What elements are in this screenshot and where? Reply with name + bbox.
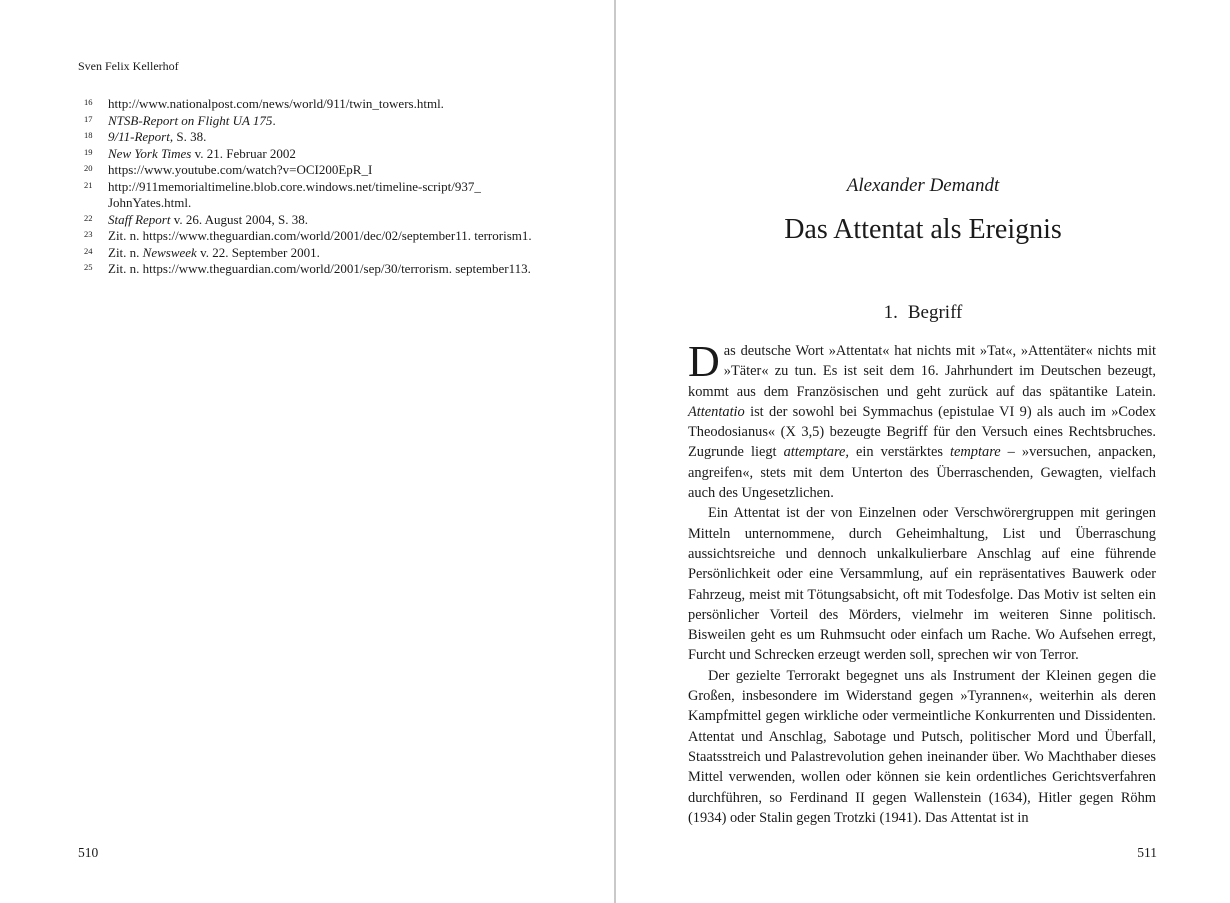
footnote <box>84 228 554 245</box>
body-paragraph <box>688 337 1156 503</box>
footnote <box>84 162 554 179</box>
footnote-italic: NTSB-Report on Flight UA 175 <box>108 112 273 128</box>
footnote-number: 19 <box>84 146 93 157</box>
footnote <box>84 129 554 146</box>
footnote-italic: Staff Report <box>108 211 171 227</box>
italic-term: attemptare, <box>783 444 850 461</box>
text-run: – »versuchen, anpacken, angreifen«, stets mit dem Unterton des Überraschenden, Gewagten, vielfach auch des Ungesetzlichen. <box>688 444 1156 502</box>
footnote-text: https://www.youtube.com/watch?v=OCI200EpR_I <box>108 162 373 177</box>
footnote <box>84 146 554 163</box>
italic-term: Attentatio <box>688 403 745 420</box>
footnote-text: v. 21. Februar 2002 <box>191 145 296 161</box>
footnote-text: v. 26. August 2004, S. 38. <box>170 211 308 227</box>
footnote-number: 24 <box>84 245 93 256</box>
chapter-author: Alexander Demandt <box>846 175 1000 196</box>
drop-cap: D <box>688 337 720 386</box>
left-page <box>0 0 614 903</box>
footnote-text: http://911memorialtimeline.blob.core.windows.net/timeline-script/937_ JohnYates.html. <box>108 178 481 210</box>
footnote-italic: New York Times <box>108 145 192 161</box>
footnote <box>84 212 554 229</box>
text-run: Ein Attentat ist der von Einzelnen oder Verschwörergruppen mit geringen Mitteln unternommene, durch Geheimhaltung, List und Überraschung aussichtsreiche und dennoch unkalkulierbare Anschlag auf eine führende Persönlichkeit oder eine Versammlung, auf ein repräsentatives Bauwerk oder Fahrzeug, meist mit Tötungsabsicht, oft mit Todesfolge. Das Motiv ist selten ein persönlicher Vorteil des Mörders, vielmehr im weiteren Sinne politisch. Bisweilen geht es um Ruhmsucht oder einfach um Rache. Wo Aufsehen erregt, Furcht und Schrecken erzeugt werden soll, sprechen wir von Terror. <box>688 505 1156 664</box>
footnote-list <box>84 96 554 278</box>
right-page <box>616 0 1230 903</box>
chapter-title: Das Attentat als Ereignis <box>784 214 1062 245</box>
body-paragraph <box>688 666 1156 828</box>
footnote <box>84 96 554 113</box>
running-head: Sven Felix Kellerhof <box>78 59 179 73</box>
italic-term: temptare <box>950 444 1001 461</box>
text-run: Der gezielte Terrorakt begegnet uns als Instrument der Kleinen gegen die Großen, insbesondere im Widerstand gegen »Tyrannen«, weiterhin als deren Kampfmittel gegen wirkliche oder vermeintliche Konkurrenten und Dissidenten. Attentat und Anschlag, Sabotage und Putsch, politischer Mord und Überfall, Staatsstreich und Palastrevolution gehen ineinander über. Wo Machthaber dieses Mittel verwenden, wollen oder können sie kein ordentliches Gerichtsverfahren durchführen, so Ferdinand II gegen Wallenstein (1634), Hitler gegen Röhm (1934) oder Stalin gegen Trotzki (1941). Das Attentat ist in <box>688 667 1156 826</box>
footnote <box>84 113 554 130</box>
footnote-number: 23 <box>84 229 93 239</box>
section-heading <box>616 302 1230 324</box>
footnote-italic: Newsweek <box>142 244 197 260</box>
text-run: ein verstärktes <box>849 444 951 461</box>
footnote-italic: 9/11-Report, <box>108 129 174 144</box>
footnote-number: 18 <box>84 130 93 140</box>
text-run: as deutsche Wort »Attentat« hat nichts mit »Tat«, »Attentäter« nichts mit »Täter« zu tun. Es ist seit dem 16. Jahrhundert im Deutschen bezeugt, kommt aus dem Französischen und geht zurück auf das spätantike Latein. <box>688 343 1156 400</box>
body-paragraph <box>688 503 1156 665</box>
footnote-text: S. 38. <box>173 129 207 144</box>
footnote-number: 20 <box>84 163 93 173</box>
footnote-text: . <box>272 112 276 128</box>
footnote-text: Zit. n. https://www.theguardian.com/world/2001/sep/30/terrorism. september113. <box>108 261 531 276</box>
footnote-text: Zit. n. https://www.theguardian.com/world/2001/dec/02/september11. terrorism1. <box>108 228 532 243</box>
footnote-number: 17 <box>84 113 93 124</box>
footnote-number: 21 <box>84 179 93 190</box>
section-number: 1. <box>883 302 898 323</box>
text-run: ist der sowohl bei Symmachus (epistulae VI 9) als auch im »Codex Theodosianus« (X 3,5) bezeugte Begriff für den Versuch eines Rechtsbruches. Zugrunde liegt <box>688 403 1156 461</box>
footnote <box>84 261 554 278</box>
body-text <box>688 337 1156 828</box>
footnote <box>84 179 554 212</box>
footnote-number: 22 <box>84 212 93 223</box>
footnote <box>84 245 554 262</box>
footnote-number: 16 <box>84 97 93 107</box>
footnote-text: v. 22. September 2001. <box>196 244 320 260</box>
footnote-number: 25 <box>84 262 93 272</box>
page-number-left: 510 <box>78 845 99 860</box>
section-title: Begriff <box>907 302 963 323</box>
page-number-right: 511 <box>1137 845 1157 860</box>
footnote-text: http://www.nationalpost.com/news/world/911/twin_towers.html. <box>108 96 444 111</box>
footnote-prefix: Zit. n. <box>108 244 143 260</box>
